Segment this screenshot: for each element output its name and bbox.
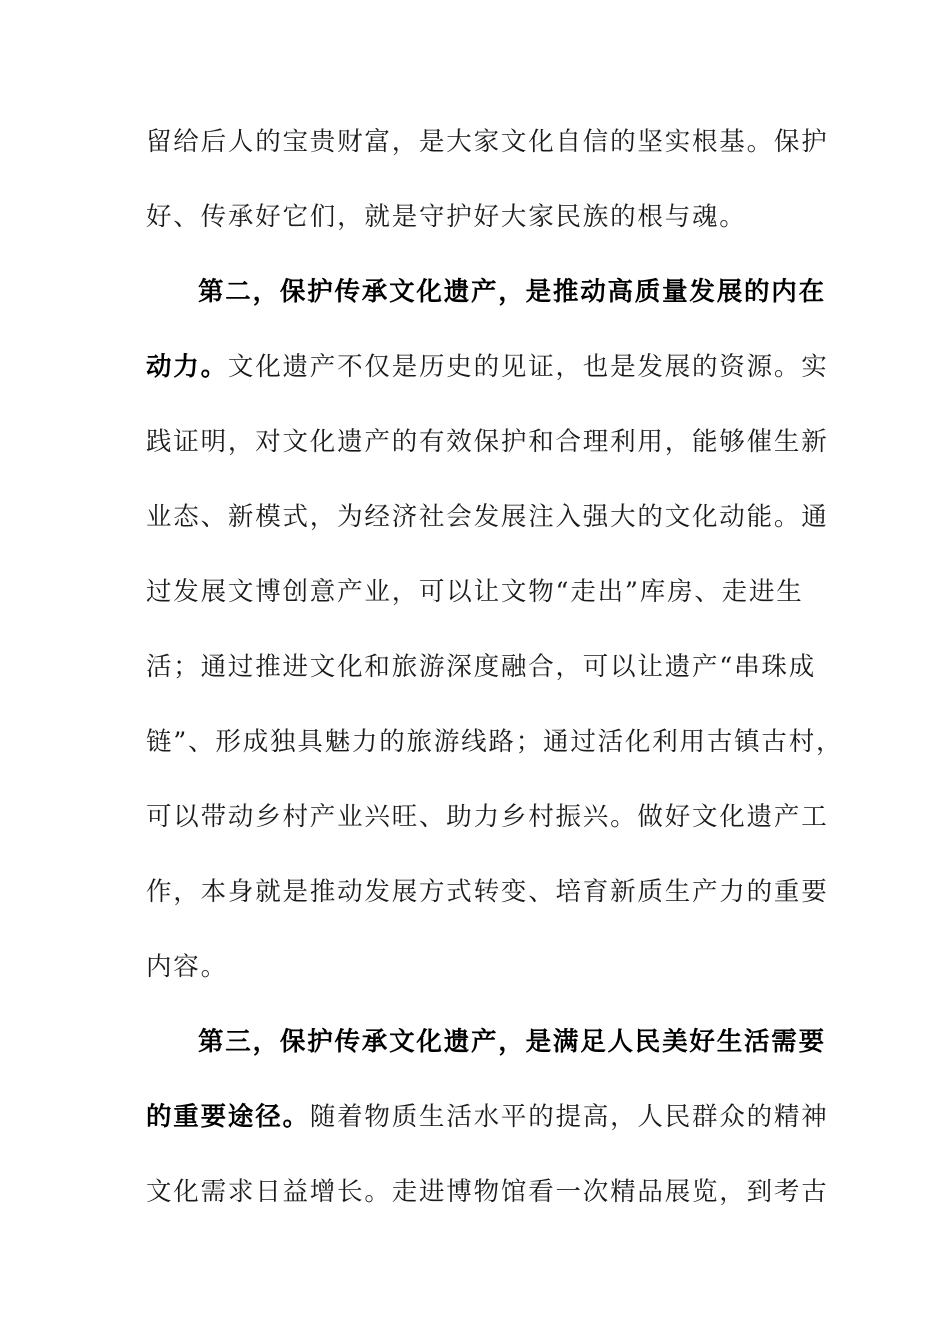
text-run: 文化需求日益增长。走进博物馆看一次精品展览，到考古 xyxy=(146,1177,829,1207)
text-line-14 xyxy=(146,1092,829,1167)
text-line-15 xyxy=(146,1167,829,1242)
document-body xyxy=(146,117,844,1242)
text-line-4 xyxy=(146,342,829,417)
text-run: 践证明，对文化遗产的有效保护和合理利用，能够催生新 xyxy=(146,427,829,457)
text-run: 过发展文博创意产业，可以让文物“走出”库房、走进生 xyxy=(146,577,804,607)
text-line-2 xyxy=(146,192,806,267)
text-run: 留给后人的宝贵财富，是大家文化自信的坚实根基。保护 xyxy=(146,127,829,157)
section-heading-third xyxy=(146,1017,826,1092)
bold-heading-run: 第二，保护传承文化遗产，是推动高质量发展的内在 xyxy=(198,277,826,307)
text-run: 内容。 xyxy=(146,952,228,982)
text-run: 作，本身就是推动发展方式转变、培育新质生产力的重要 xyxy=(146,877,829,907)
text-line-8 xyxy=(146,642,817,717)
text-run: 文化遗产不仅是历史的见证，也是发展的资源。实 xyxy=(227,352,829,382)
text-line-11 xyxy=(146,867,829,942)
text-line-10 xyxy=(146,792,829,867)
text-run: 可以带动乡村产业兴旺、助力乡村振兴。做好文化遗产工 xyxy=(146,802,829,832)
section-heading-second xyxy=(146,267,826,342)
text-line-9 xyxy=(146,717,844,792)
text-run: 链”、形成独具魅力的旅游线路；通过活化利用古镇古村， xyxy=(146,727,844,757)
text-line-6 xyxy=(146,492,829,567)
bold-heading-run: 第三，保护传承文化遗产，是满足人民美好生活需要 xyxy=(198,1027,826,1057)
text-line-12 xyxy=(146,942,806,1017)
bold-heading-run: 的重要途径。 xyxy=(146,1102,310,1132)
text-run: 业态、新模式，为经济社会发展注入强大的文化动能。通 xyxy=(146,502,829,532)
text-line-5 xyxy=(146,417,829,492)
text-run: 好、传承好它们，就是守护好大家民族的根与魂。 xyxy=(146,202,747,232)
text-line-7 xyxy=(146,567,806,642)
bold-heading-run: 动力。 xyxy=(146,352,228,382)
text-run: 活；通过推进文化和旅游深度融合，可以让遗产“串珠成 xyxy=(146,652,817,682)
text-line-1 xyxy=(146,117,829,192)
text-run: 随着物质生活水平的提高，人民群众的精神 xyxy=(309,1102,829,1132)
